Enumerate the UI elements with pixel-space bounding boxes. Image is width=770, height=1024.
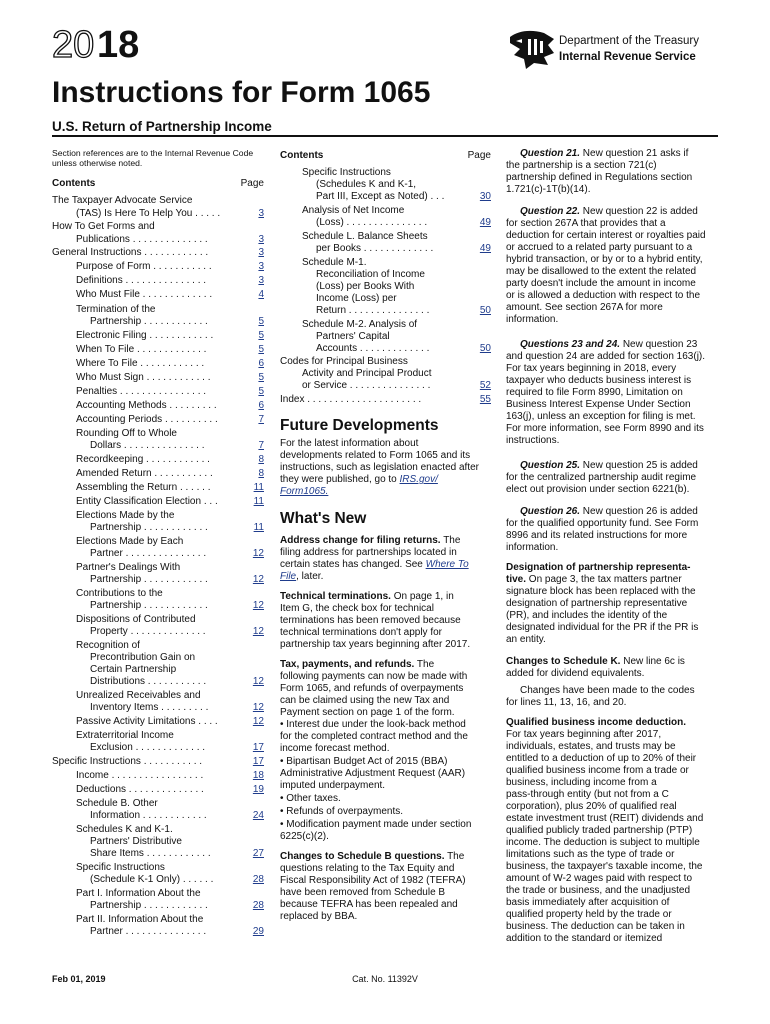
svg-text:for the completed contract met: for the completed contract method and the (280, 731, 468, 742)
svg-text:the partnership is a section 7: the partnership is a section 721(c) (506, 160, 657, 171)
svg-text:3: 3 (258, 247, 264, 258)
svg-text:partnership defined in Regulat: partnership defined in Regulations section (506, 172, 693, 183)
svg-text:have been removed from Schedul: have been removed from Schedule B (280, 887, 446, 898)
svg-text:12: 12 (252, 574, 264, 585)
svg-text:Passive Activity Limitations .: Passive Activity Limitations . . . . (76, 716, 218, 727)
svg-text:Specific Instructions: Specific Instructions (302, 167, 391, 178)
svg-text:an entity.: an entity. (506, 634, 546, 645)
svg-text:the trade or business, and the: the trade or business, and the unadjusted (506, 885, 691, 896)
svg-text:Question 22. New question 22 i: Question 22. New question 22 is added (520, 206, 698, 217)
svg-text:Who Must File . . . . . . . .: Who Must File . . . . . . . . . . . . . (76, 289, 213, 300)
svg-text:Activity and Principal Product: Activity and Principal Product (302, 368, 432, 379)
document-subtitle: U.S. Return of Partnership Income (52, 119, 272, 134)
svg-text:or accrued to a related party: or accrued to a related party pursuant to a (506, 242, 693, 253)
svg-text:Question 25. New question 25 i: Question 25. New question 25 is added (520, 460, 698, 471)
agency-line-1: Department of the Treasury (559, 35, 699, 47)
svg-text:(Loss) per Books With: (Loss) per Books With (316, 281, 415, 292)
header (52, 24, 718, 136)
svg-text:Fiscal Responsibility Act of 1: Fiscal Responsibility Act of 1982 (TEFRA) (280, 875, 466, 886)
svg-text:For the latest information abo: For the latest information about (280, 438, 419, 449)
svg-text:Accounts . . . . . . . . . . .: Accounts . . . . . . . . . . . . . (316, 343, 430, 354)
svg-text:Dollars . . . . . . . . . . .: Dollars . . . . . . . . . . . . . . . (90, 440, 205, 451)
where-to-file-link[interactable]: Where To (425, 559, 469, 570)
svg-text:Partnership . . . . . . . . .: Partnership . . . . . . . . . . . . (90, 900, 208, 911)
contents-column-2 (280, 150, 491, 922)
svg-text:Partnership . . . . . . . . .: Partnership . . . . . . . . . . . . (90, 574, 208, 585)
svg-text:Partner's Dealings With: Partner's Dealings With (76, 562, 181, 573)
svg-text:certain states has changed. Se: certain states has changed. See Where To (280, 559, 469, 570)
svg-text:Changes have been made to the: Changes have been made to the codes (520, 685, 695, 696)
svg-text:For tax years beginning in 201: For tax years beginning in 2018, every (506, 363, 677, 374)
svg-text:Questions 23 and 24. New quest: Questions 23 and 24. New question 23 (520, 339, 698, 350)
svg-text:Designation of partnership rep: Designation of partnership representa- (506, 562, 691, 573)
svg-text:imputed underpayment.: imputed underpayment. (280, 780, 386, 791)
svg-text:30: 30 (479, 191, 491, 202)
svg-text:Qualified business income dedu: Qualified business income deduction. (506, 717, 687, 728)
svg-text:Index . . . . . . . . . . . .: Index . . . . . . . . . . . . . . . . . . . . . (280, 394, 422, 405)
svg-text:12: 12 (252, 548, 264, 559)
svg-text:Item G, the check box for tech: Item G, the check box for technical (280, 603, 434, 614)
svg-text:29: 29 (252, 926, 264, 937)
svg-text:1.721(c)-1T(b)(14).: 1.721(c)-1T(b)(14). (506, 184, 591, 195)
svg-text:business, including income fro: business, including income from a (506, 777, 657, 788)
svg-text:50: 50 (479, 305, 491, 316)
svg-text:For more information, see Form: For more information, see Form 8990 and its (506, 423, 704, 434)
svg-text:basis immediately after acquis: basis immediately after acquisition of (506, 897, 670, 908)
svg-text:11: 11 (253, 496, 264, 507)
svg-text:Partners' Distributive: Partners' Distributive (90, 836, 182, 847)
svg-text:Partnership . . . . . . . . .: Partnership . . . . . . . . . . . . (90, 600, 208, 611)
svg-text:3: 3 (258, 261, 264, 272)
svg-text:• Bipartisan Budget Act of 201: • Bipartisan Budget Act of 2015 (BBA) (280, 756, 448, 767)
svg-text:6: 6 (258, 400, 264, 411)
svg-text:individuals, estates, and trus: individuals, estates, and trusts may be (506, 741, 676, 752)
svg-text:and question 24 are added for: and question 24 are added for section 163(j). (506, 351, 706, 362)
footer (52, 974, 418, 984)
svg-text:Recognition of: Recognition of (76, 640, 140, 651)
svg-text:5: 5 (258, 386, 264, 397)
svg-text:instructions.: instructions. (506, 435, 560, 446)
svg-text:Partner . . . . . . . . . . .: Partner . . . . . . . . . . . . . . . (90, 548, 207, 559)
svg-text:(Schedule K-1 Only) . . . . .: (Schedule K-1 Only) . . . . . . (90, 874, 214, 885)
svg-text:following payments can now be: following payments can now be made with (280, 671, 468, 682)
svg-text:instructions, such as legislat: instructions, such as legislation enacted after (280, 462, 479, 473)
year-outline: 20 (52, 24, 95, 66)
svg-text:business, the taxpayer's taxab: business, the taxpayer's taxable income, the (506, 861, 703, 872)
svg-text:for section 267A that provides: for section 267A that provides that a (506, 218, 666, 229)
svg-text:Rounding Off to Whole: Rounding Off to Whole (76, 428, 177, 439)
svg-text:Contents: Contents (280, 150, 324, 161)
irs-eagle-logo (510, 31, 554, 69)
svg-text:• Refunds of overpayments.: • Refunds of overpayments. (280, 806, 404, 817)
svg-text:Contributions to the: Contributions to the (76, 588, 163, 599)
svg-text:Publications . . . . . . . . .: Publications . . . . . . . . . . . . . . (76, 234, 208, 245)
svg-text:8: 8 (258, 454, 264, 465)
svg-text:49: 49 (479, 217, 491, 228)
svg-text:Elections Made by the: Elections Made by the (76, 510, 175, 521)
contents-column-1 (52, 148, 264, 937)
future-developments-heading: Future Developments (280, 417, 439, 434)
svg-text:17: 17 (252, 756, 264, 767)
svg-text:Schedule M-2. Analysis of: Schedule M-2. Analysis of (302, 319, 418, 330)
svg-text:When To File . . . . . . . . .: When To File . . . . . . . . . . . . . (76, 344, 207, 355)
svg-text:business. The deduction can be: business. The deduction can be taken in (506, 921, 685, 932)
agency-line-2: Internal Revenue Service (559, 51, 696, 63)
svg-text:Amended Return . . . . . . . .: Amended Return . . . . . . . . . . . (76, 468, 213, 479)
svg-text:18: 18 (252, 770, 264, 781)
svg-text:qualified publicly traded part: qualified publicly traded partnership (PTP) (506, 825, 693, 836)
svg-text:Partnership . . . . . . . . .: Partnership . . . . . . . . . . . . (90, 522, 208, 533)
svg-text:partnership tax years beginnin: partnership tax years beginning after 2017. (280, 639, 471, 650)
whats-new-heading: What's New (280, 510, 367, 527)
svg-text:Property . . . . . . . . . . .: Property . . . . . . . . . . . . . . (90, 626, 206, 637)
svg-text:Exclusion . . . . . . . . . .: Exclusion . . . . . . . . . . . . . (90, 742, 206, 753)
svg-text:per Books . . . . . . . . . .: per Books . . . . . . . . . . . . . (316, 243, 434, 254)
svg-text:The Taxpayer Advocate Service: The Taxpayer Advocate Service (52, 195, 193, 206)
svg-text:Recordkeeping . . . . . . . .: Recordkeeping . . . . . . . . . . . . (76, 454, 210, 465)
svg-text:Extraterritorial Income: Extraterritorial Income (76, 730, 174, 741)
svg-text:Assembling the Return . . . .: Assembling the Return . . . . . . (76, 482, 211, 493)
document-title: Instructions for Form 1065 (52, 76, 431, 109)
svg-text:Income (Loss) per: Income (Loss) per (316, 293, 397, 304)
whats-new-text (280, 535, 471, 922)
svg-text:17: 17 (252, 742, 264, 753)
svg-text:12: 12 (252, 676, 264, 687)
svg-text:Reconciliation of Income: Reconciliation of Income (316, 269, 425, 280)
svg-text:Question 26. New question 26 i: Question 26. New question 26 is added (520, 506, 698, 517)
svg-text:(Schedules K and K-1,: (Schedules K and K-1, (316, 179, 417, 190)
svg-text:Specific Instructions . . . .: Specific Instructions . . . . . . . . . . . (52, 756, 203, 767)
svg-text:Schedule L. Balance Sheets: Schedule L. Balance Sheets (302, 231, 428, 242)
year-solid: 18 (97, 24, 140, 66)
irs-gov-form1065-link[interactable]: IRS.gov/ (399, 474, 438, 485)
svg-text:3: 3 (258, 275, 264, 286)
svg-text:Share Items . . . . . . . . .: Share Items . . . . . . . . . . . . (90, 848, 211, 859)
svg-text:Unrealized Receivables and: Unrealized Receivables and (76, 690, 201, 701)
svg-text:Form 1065, and refunds of over: Form 1065, and refunds of overpayments (280, 683, 464, 694)
svg-text:party doesn't include the amou: party doesn't include the amount in income (506, 278, 696, 289)
svg-text:Section references are to the: Section references are to the Internal Revenue Code (52, 148, 254, 158)
svg-text:estate investment trust (REIT): estate investment trust (REIT) dividends and (506, 813, 704, 824)
svg-text:Definitions . . . . . . . . .: Definitions . . . . . . . . . . . . . . . (76, 275, 207, 286)
svg-text:taxpayer who deducts business: taxpayer who deducts business interest is (506, 375, 692, 386)
svg-text:19: 19 (252, 784, 264, 795)
svg-text:Technical terminations. On pag: Technical terminations. On page 1, in (280, 591, 454, 602)
svg-text:6: 6 (258, 358, 264, 369)
svg-text:3: 3 (258, 234, 264, 245)
svg-text:5: 5 (258, 344, 264, 355)
svg-text:Business Interest Expense Unde: Business Interest Expense Under Section (506, 399, 691, 410)
svg-text:designated individual for the: designated individual for the PR if the PR is (506, 622, 699, 633)
svg-text:Electronic Filing . . . . . .: Electronic Filing . . . . . . . . . . . . (76, 330, 214, 341)
svg-text:General Instructions . . . . .: General Instructions . . . . . . . . . . . . (52, 247, 209, 258)
svg-text:replaced by BBA.: replaced by BBA. (280, 911, 358, 922)
svg-text:Where To File . . . . . . . .: Where To File . . . . . . . . . . . . (76, 358, 205, 369)
svg-text:Termination of the: Termination of the (76, 304, 156, 315)
footer-cat-no: Cat. No. 11392V (352, 974, 418, 984)
svg-text:or Service . . . . . . . . . .: or Service . . . . . . . . . . . . . . . (302, 380, 431, 391)
svg-text:pass-through entity (but not f: pass-through entity (but not from a C (506, 789, 669, 800)
svg-text:Part II. Information About the: Part II. Information About the (76, 914, 204, 925)
svg-text:questions relating to the Tax: questions relating to the Tax Equity and (280, 863, 455, 874)
svg-text:or is allowed a deduction with: or is allowed a deduction with respect to the (506, 290, 700, 301)
svg-text:hybrid transaction, or by or t: hybrid transaction, or by or to a hybrid entity, (506, 254, 703, 265)
svg-text:(PR), and includes the identit: (PR), and includes the identity of the (506, 610, 668, 621)
svg-text:Return . . . . . . . . . . . .: Return . . . . . . . . . . . . . . . (316, 305, 430, 316)
svg-text:7: 7 (258, 440, 264, 451)
svg-text:Part III, Except as Noted) . .: Part III, Except as Noted) . . . (316, 191, 445, 202)
svg-text:can be claimed using the new T: can be claimed using the new Tax and (280, 695, 450, 706)
svg-text:corporation), plus 20% of qual: corporation), plus 20% of qualified real (506, 801, 677, 812)
svg-text:addition to the standard or it: addition to the standard or itemized (506, 933, 663, 944)
svg-text:because TEFRA has been repeale: because TEFRA has been repealed and (280, 899, 458, 910)
toc-list (52, 195, 264, 937)
svg-text:163(j), unless an exception fo: 163(j), unless an exception for filing is met. (506, 411, 696, 422)
svg-text:designation of partnership rep: designation of partnership representative (506, 598, 688, 609)
svg-text:Certain Partnership: Certain Partnership (90, 664, 177, 675)
svg-text:limitations such as the type o: limitations such as the type of trade or (506, 849, 675, 860)
svg-text:6225(c)(2).: 6225(c)(2). (280, 831, 329, 842)
svg-text:Part I. Information About the: Part I. Information About the (76, 888, 201, 899)
future-developments-text (280, 438, 480, 497)
toc-list-continued (280, 167, 491, 405)
irs-gov-form1065-link-cont[interactable]: Form1065. (280, 486, 329, 497)
svg-text:Address change for filing retu: Address change for filing returns. The (280, 535, 461, 546)
where-to-file-link-cont[interactable]: File (280, 571, 297, 582)
svg-text:Elections Made by Each: Elections Made by Each (76, 536, 184, 547)
svg-text:Administrative Adjustment Requ: Administrative Adjustment Request (AAR) (280, 768, 466, 779)
svg-text:Dispositions of Contributed: Dispositions of Contributed (76, 614, 196, 625)
svg-text:24: 24 (252, 810, 264, 821)
svg-text:Inventory Items . . . . . . .: Inventory Items . . . . . . . . . (90, 702, 209, 713)
svg-text:added for dividend equivalents: added for dividend equivalents. (506, 668, 645, 679)
svg-text:Changes to Schedule K. New lin: Changes to Schedule K. New line 6c is (506, 656, 685, 667)
svg-text:49: 49 (479, 243, 491, 254)
svg-text:Penalties . . . . . . . . . .: Penalties . . . . . . . . . . . . . . . . (76, 386, 207, 397)
svg-text:qualified business income from: qualified business income from a trade or (506, 765, 689, 776)
svg-text:11: 11 (253, 482, 264, 493)
svg-text:• Interest due under the look-: • Interest due under the look-back method (280, 719, 466, 730)
svg-text:signature block has been repla: signature block has been replaced with the (506, 586, 696, 597)
footer-date: Feb 01, 2019 (52, 974, 106, 984)
svg-text:File, later.: File, later. (280, 571, 324, 582)
svg-text:5: 5 (258, 316, 264, 327)
svg-text:terminations has been removed: terminations has been removed because (280, 615, 461, 626)
svg-text:deduction for certain interest: deduction for certain interest or royalties paid (506, 230, 706, 241)
svg-text:entitled to a deduction of up: entitled to a deduction of up to 20% of their (506, 753, 697, 764)
column-3 (506, 148, 706, 944)
svg-text:elect out provision under sect: elect out provision under section 6221(b). (506, 484, 690, 495)
svg-text:(TAS) Is Here To Help You . .: (TAS) Is Here To Help You . . . . . (76, 208, 221, 219)
svg-text:income. The deduction is subje: income. The deduction is subject to multiple (506, 837, 700, 848)
svg-text:income forecast method.: income forecast method. (280, 743, 390, 754)
svg-text:Partnership . . . . . . . . .: Partnership . . . . . . . . . . . . (90, 316, 208, 327)
svg-text:Purpose of Form . . . . . . .: Purpose of Form . . . . . . . . . . . (76, 261, 212, 272)
svg-text:7: 7 (258, 414, 264, 425)
svg-text:Tax, payments, and refunds. Th: Tax, payments, and refunds. The (280, 659, 435, 670)
svg-text:Entity Classification Election: Entity Classification Election . . . (76, 496, 218, 507)
svg-text:Information . . . . . . . . .: Information . . . . . . . . . . . . (90, 810, 207, 821)
svg-text:amount of W-2 wages paid with: amount of W-2 wages paid with respect to (506, 873, 693, 884)
svg-text:28: 28 (252, 900, 264, 911)
svg-text:(Loss) . . . . . . . . . . . .: (Loss) . . . . . . . . . . . . . . . (316, 217, 428, 228)
svg-text:technical terminations don't a: technical terminations don't apply for (280, 627, 442, 638)
svg-text:Specific Instructions: Specific Instructions (76, 862, 165, 873)
svg-text:How To Get Forms and: How To Get Forms and (52, 221, 155, 232)
svg-text:required to file Form 8990, Li: required to file Form 8990, Limitation on (506, 387, 683, 398)
svg-text:Page: Page (467, 150, 491, 161)
svg-text:may be disallowed to the exten: may be disallowed to the extent the related (506, 266, 697, 277)
svg-text:filing address for partnership: filing address for partnerships located in (280, 547, 457, 558)
svg-text:Who Must Sign . . . . . . . .: Who Must Sign . . . . . . . . . . . . (76, 372, 211, 383)
svg-text:55: 55 (479, 394, 491, 405)
svg-text:unless otherwise noted.: unless otherwise noted. (52, 158, 143, 168)
svg-text:Analysis of Net Income: Analysis of Net Income (302, 205, 405, 216)
svg-text:Schedules K and K-1.: Schedules K and K-1. (76, 824, 173, 835)
svg-text:11: 11 (253, 522, 264, 533)
svg-text:qualified property held by the: qualified property held by the trade or (506, 909, 672, 920)
svg-text:for lines 11, 13, 16, and 20.: for lines 11, 13, 16, and 20. (506, 697, 627, 708)
svg-text:28: 28 (252, 874, 264, 885)
svg-text:they were published, go to IRS: they were published, go to IRS.gov/ (280, 474, 438, 485)
svg-text:developments related to Form 1: developments related to Form 1065 and its (280, 450, 471, 461)
svg-text:Schedule B. Other: Schedule B. Other (76, 798, 158, 809)
svg-text:Contents: Contents (52, 178, 96, 189)
svg-text:Partners' Capital: Partners' Capital (316, 331, 390, 342)
svg-text:Question 21. New question 21 a: Question 21. New question 21 asks if (520, 148, 689, 159)
svg-text:5: 5 (258, 330, 264, 341)
svg-text:information.: information. (506, 314, 559, 325)
svg-text:Page: Page (240, 178, 264, 189)
svg-text:For tax years beginning after: For tax years beginning after 2017, (506, 729, 662, 740)
svg-text:• Modification payment made un: • Modification payment made under section (280, 819, 472, 830)
svg-text:Deductions . . . . . . . . . .: Deductions . . . . . . . . . . . . . . (76, 784, 204, 795)
svg-text:8996 and its related instructi: 8996 and its related instructions for more (506, 530, 688, 541)
svg-text:Income . . . . . . . . . . . .: Income . . . . . . . . . . . . . . . . . (76, 770, 204, 781)
svg-text:for the qualified opportunity: for the qualified opportunity fund. See Form (506, 518, 699, 529)
svg-text:Schedule M-1.: Schedule M-1. (302, 257, 367, 268)
svg-text:Distributions . . . . . . . .: Distributions . . . . . . . . . . . (90, 676, 207, 687)
svg-text:52: 52 (479, 380, 491, 391)
svg-text:• Other taxes.: • Other taxes. (280, 793, 341, 804)
svg-text:12: 12 (252, 600, 264, 611)
svg-text:4: 4 (258, 289, 264, 300)
svg-text:12: 12 (252, 702, 264, 713)
svg-text:27: 27 (252, 848, 264, 859)
svg-text:Precontribution Gain on: Precontribution Gain on (90, 652, 196, 663)
svg-text:Partner . . . . . . . . . . .: Partner . . . . . . . . . . . . . . . (90, 926, 207, 937)
svg-text:information.: information. (506, 542, 559, 553)
svg-text:Codes for Principal Business: Codes for Principal Business (280, 356, 408, 367)
svg-text:12: 12 (252, 716, 264, 727)
svg-text:12: 12 (252, 626, 264, 637)
svg-text:Payment section on page 1 of t: Payment section on page 1 of the form. (280, 707, 455, 718)
svg-text:Accounting Periods . . . . . .: Accounting Periods . . . . . . . . . . (76, 414, 218, 425)
svg-text:amount. See section 267A for m: amount. See section 267A for more (506, 302, 663, 313)
svg-text:5: 5 (258, 372, 264, 383)
svg-text:tive. On page 3, the tax matte: tive. On page 3, the tax matters partner (506, 574, 682, 585)
svg-text:for the centralized partnershi: for the centralized partnership audit regime (506, 472, 697, 483)
svg-text:50: 50 (479, 343, 491, 354)
svg-text:3: 3 (258, 208, 264, 219)
svg-text:8: 8 (258, 468, 264, 479)
svg-text:Changes to Schedule B question: Changes to Schedule B questions. The (280, 851, 465, 862)
svg-text:Accounting Methods . . . . . .: Accounting Methods . . . . . . . . . (76, 400, 217, 411)
